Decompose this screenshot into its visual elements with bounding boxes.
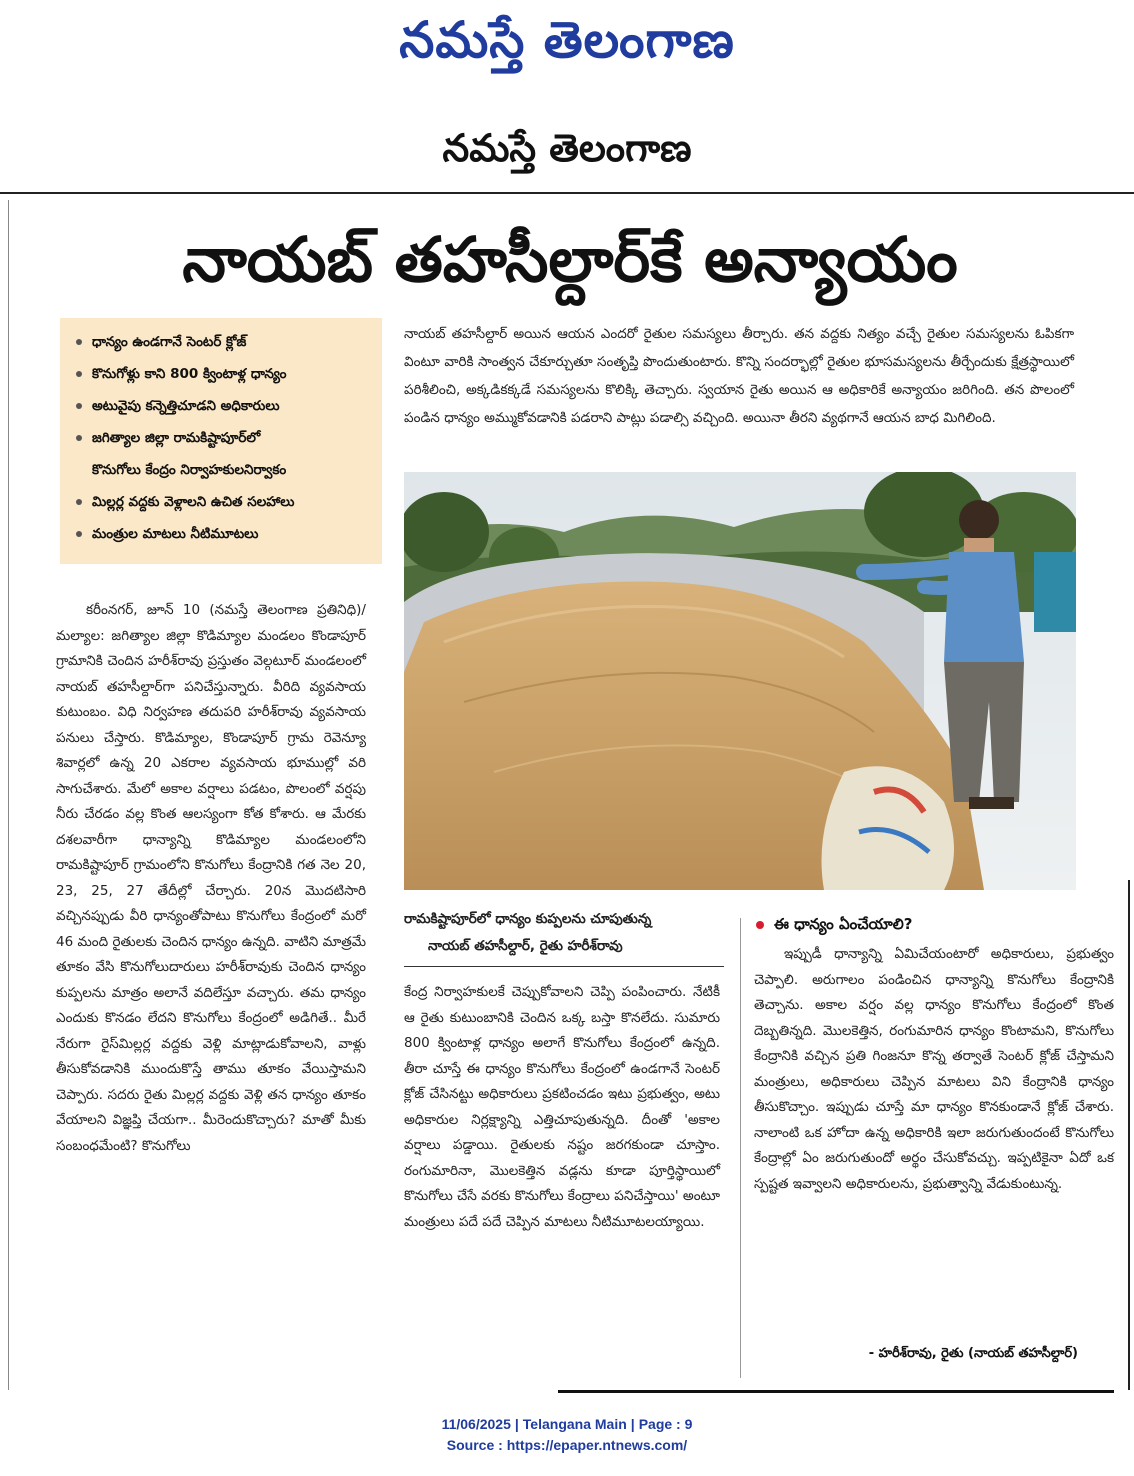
photo-caption	[404, 906, 724, 966]
highlight-item	[70, 422, 372, 486]
sidebar-signature: - హరీశ్‌రావు, రైతు (నాయబ్ తహసీల్దార్)	[868, 1346, 1078, 1361]
highlight-text: జగిత్యాల జిల్లా రామకిష్టాపూర్‌లో	[92, 430, 261, 446]
highlight-item	[70, 390, 372, 422]
sidebar-heading-text: ఈ ధాన్యం ఏంచేయాలి?	[774, 915, 913, 933]
page-footer	[0, 1414, 1134, 1456]
highlight-text: కొనుగోళ్లు కాని 800 క్వింటాళ్ల ధాన్యం	[92, 366, 287, 382]
footer-date: 11/06/2025	[441, 1416, 511, 1432]
article-photo	[404, 472, 1076, 890]
highlight-text: కొనుగోలు కేంద్రం నిర్వాహకులనిర్వాకం	[92, 462, 287, 478]
highlight-item	[70, 486, 372, 518]
sidebar-heading	[756, 910, 1116, 938]
paragraph: కరీంనగర్, జూన్ 10 (నమస్తే తెలంగాణ ప్రతినిధి)/మల్యాల: జగిత్యాల జిల్లా కొడిమ్యాల మండలం కొండాపూర్ గ్రామానికి చెందిన హరీశ్‌రావు ప్రస్తుతం వెల్గటూర్ మండలంలో నాయబ్ తహసీల్దార్‌గా పనిచేస్తున్నారు. వీరిది వ్యవసాయ కుటుంబం. విధి నిర్వహణ తదుపరి హరీశ్‌రావు వ్యవసాయ పనులు చేస్తారు. కొడిమ్యాల, కొండాపూర్ గ్రామ రెవెన్యూ శివార్లలో ఉన్న 20 ఎకరాల వ్యవసాయ భూముల్లో వరి సాగుచేశారు. మేలో అకాల వర్షాలు పడటం, పొలంలో వర్షపు నీరు చేరడం వల్ల కొంత ఆలస్యంగా కోత కోశారు. ఆ మేరకు దశలవారీగా ధాన్యాన్ని కొడిమ్యాల మండలంలోని రామకిష్టాపూర్ గ్రామంలోని కొనుగోలు కేంద్రానికి గత నెల 20, 23, 25, 27 తేదీల్లో చేర్చారు. 20న మొదటిసారి వచ్చినప్పుడు వీరి ధాన్యంతోపాటు కొనుగోలు కేంద్రంలో మరో 46 మంది రైతులకు చెందిన ధాన్యం ఉన్నది. వాటిని మాత్రమే తూకం వేసి కొనుగోలుదారులు హరీశ్‌రావుకు చెందిన ధాన్యం కుప్పలను మాత్రం అలానే వదిలేస్తూ వచ్చారు. తమ ధాన్యం ఎందుకు కొనడం లేదని కొనుగోలు కేంద్రంలో అడిగితే.. మీరే నేరుగా రైస్‌మిల్లర్ల వద్దకు వెళ్లి మాట్లాడుకోవాలని, వాళ్లు తీసుకోవడానికి ముందుకొస్తే తాము తూకం వేయిస్తామని చెప్పారు. సదరు రైతు మిల్లర్ల వద్దకు వెళ్లి తన ధాన్యం తూకం వేయాలని విజ్ఞప్తి చేయగా.. మీరెందుకొచ్చారు? మాతో మీకు సంబంధమేంటి? కొనుగోలు	[56, 602, 366, 1154]
bottom-divider	[558, 1390, 1114, 1393]
highlight-text: అటువైపు కన్నెత్తిచూడని అధికారులు	[92, 398, 280, 414]
highlight-item	[70, 518, 372, 550]
article-column-1	[56, 598, 366, 1159]
article-column-2	[404, 980, 720, 1235]
left-column-border	[8, 200, 9, 1390]
highlight-item	[70, 358, 372, 390]
paragraph: కేంద్ర నిర్వాహకులకే చెప్పుకోవాలని చెప్పి పంపించారు. నేటికీ ఆ రైతు కుటుంబానికి చెందిన ఒక్క బస్తా కొనలేదు. సుమారు 800 క్వింటాళ్ల ధాన్యం అలాగే కొనుగోలు కేంద్రంలో ఉన్నది. తీరా చూస్తే ఈ ధాన్యం కొనుగోలు కేంద్రంలో ఉండగానే సెంటర్ క్లోజ్ చేసినట్టు అధికారులు ప్రకటించడం ఇటు ప్రభుత్వం, అటు అధికారుల నిర్లక్ష్యాన్ని ఎత్తిచూపుతున్నది. దీంతో 'అకాల వర్షాలు పడ్డాయి. రైతులకు నష్టం జరగకుండా చూస్తాం. రంగుమారినా, మొలకెత్తిన వడ్లను కూడా పూర్తిస్థాయిలో కొనుగోలు చేసే వరకు కొనుగోలు కేంద్రాలు పనిచేస్తాయి' అంటూ మంత్రులు పదే పదే చెప్పిన మాటలు నీటిమూటలయ్యాయి.	[404, 984, 720, 1230]
footer-page: Page : 9	[638, 1416, 693, 1432]
footer-source[interactable]: Source : https://epaper.ntnews.com/	[446, 1437, 688, 1453]
highlight-text: ధాన్యం ఉండగానే సెంటర్ క్లోజ్	[92, 334, 247, 350]
bullet-icon	[76, 435, 82, 441]
paragraph: ఇప్పుడీ ధాన్యాన్ని ఏమిచేయంటారో అధికారులు, ప్రభుత్వం చెప్పాలి. అరుగాలం పండించిన ధాన్యాన్ని కొనుగోలు కేంద్రానికి తెచ్చాను. అకాల వర్షం వల్ల ధాన్యం కొనుగోలు కేంద్రంలో కొంత దెబ్బతిన్నది. మొలకెత్తిన, రంగుమారిన ధాన్యం కొంటామని, కొనుగోలు కేంద్రానికి వచ్చిన ప్రతి గింజనూ కొన్న తర్వాతే సెంటర్ క్లోజ్ చేస్తామని మంత్రులు, అధికారులు చెప్పిన మాటలు విని కేంద్రానికి ధాన్యం తీసుకొచ్చాం. ఇప్పుడు చూస్తే మా ధాన్యం కొనకుండానే క్లోజ్ చేశారు. నాలాంటి ఒక హోదా ఉన్న అధికారికి ఇలా జరుగుతుందంటే కొనుగోలు కేంద్రాల్లో ఏం జరుగుతుందో అర్థం చేసుకోవచ్చు. ఇప్పటికైనా ఏదో ఒక స్పష్టత ఇవ్వాలని అధికారులను, ప్రభుత్వాన్ని వేడుకుంటున్న.	[754, 946, 1114, 1192]
sidebar-body	[754, 942, 1114, 1197]
highlights-box	[60, 318, 382, 564]
bullet-icon	[76, 531, 82, 537]
highlight-text: మిల్లర్ల వద్దకు వెళ్లాలని ఉచిత సలహాలు	[92, 494, 295, 510]
publication-name: నమస్తే తెలంగాణ	[442, 126, 692, 170]
article-intro: నాయబ్ తహసీల్దార్ అయిన ఆయన ఎందరో రైతుల సమస్యలు తీర్చారు. తన వద్దకు నిత్యం వచ్చే రైతుల సమస్యలను ఓపికగా వింటూ వారికి సాంత్వన చేకూర్చుతూ సంతృప్తి పొందుతుంటారు. కొన్ని సందర్భాల్లో రైతుల భూసమస్యలను తీర్చేందుకు క్షేత్రస్థాయిలో పరిశీలించి, అక్కడికక్కడే సమస్యలను కొలిక్కి తెచ్చారు. స్వయాన రైతు అయిన ఆ అధికారికే అన్యాయం జరిగింది. తన పొలంలో పండిన ధాన్యం అమ్ముకోవడానికి పడరాని పాట్లు పడాల్సి వచ్చింది. అయినా తీరని వ్యథగానే ఆయన బాధ మిగిలింది.	[404, 326, 1074, 426]
bullet-icon	[76, 499, 82, 505]
bullet-icon	[76, 371, 82, 377]
bullet-icon	[76, 403, 82, 409]
bullet-icon	[756, 921, 764, 929]
separator: |	[514, 1416, 519, 1432]
footer-edition: Telangana Main	[522, 1416, 627, 1432]
top-divider	[0, 192, 1134, 194]
article-headline: నాయబ్ తహసీల్దార్‌కే అన్యాయం	[182, 223, 958, 296]
bullet-icon	[76, 339, 82, 345]
footer-meta	[0, 1414, 1134, 1435]
right-column-border	[1128, 880, 1130, 1390]
caption-line: రామకిష్టాపూర్‌లో ధాన్యం కుప్పలను చూపుతున్న	[404, 911, 652, 927]
caption-line: నాయబ్ తహసీల్దార్, రైతు హరీశ్‌రావు	[428, 938, 623, 954]
masthead-logo: నమస్తే తెలంగాణ	[399, 11, 735, 69]
caption-divider	[404, 966, 724, 967]
highlight-item	[70, 326, 372, 358]
sidebar-box-border	[740, 918, 741, 1378]
separator: |	[630, 1416, 635, 1432]
highlight-text: మంత్రుల మాటలు నీటిమూటలు	[92, 526, 259, 542]
